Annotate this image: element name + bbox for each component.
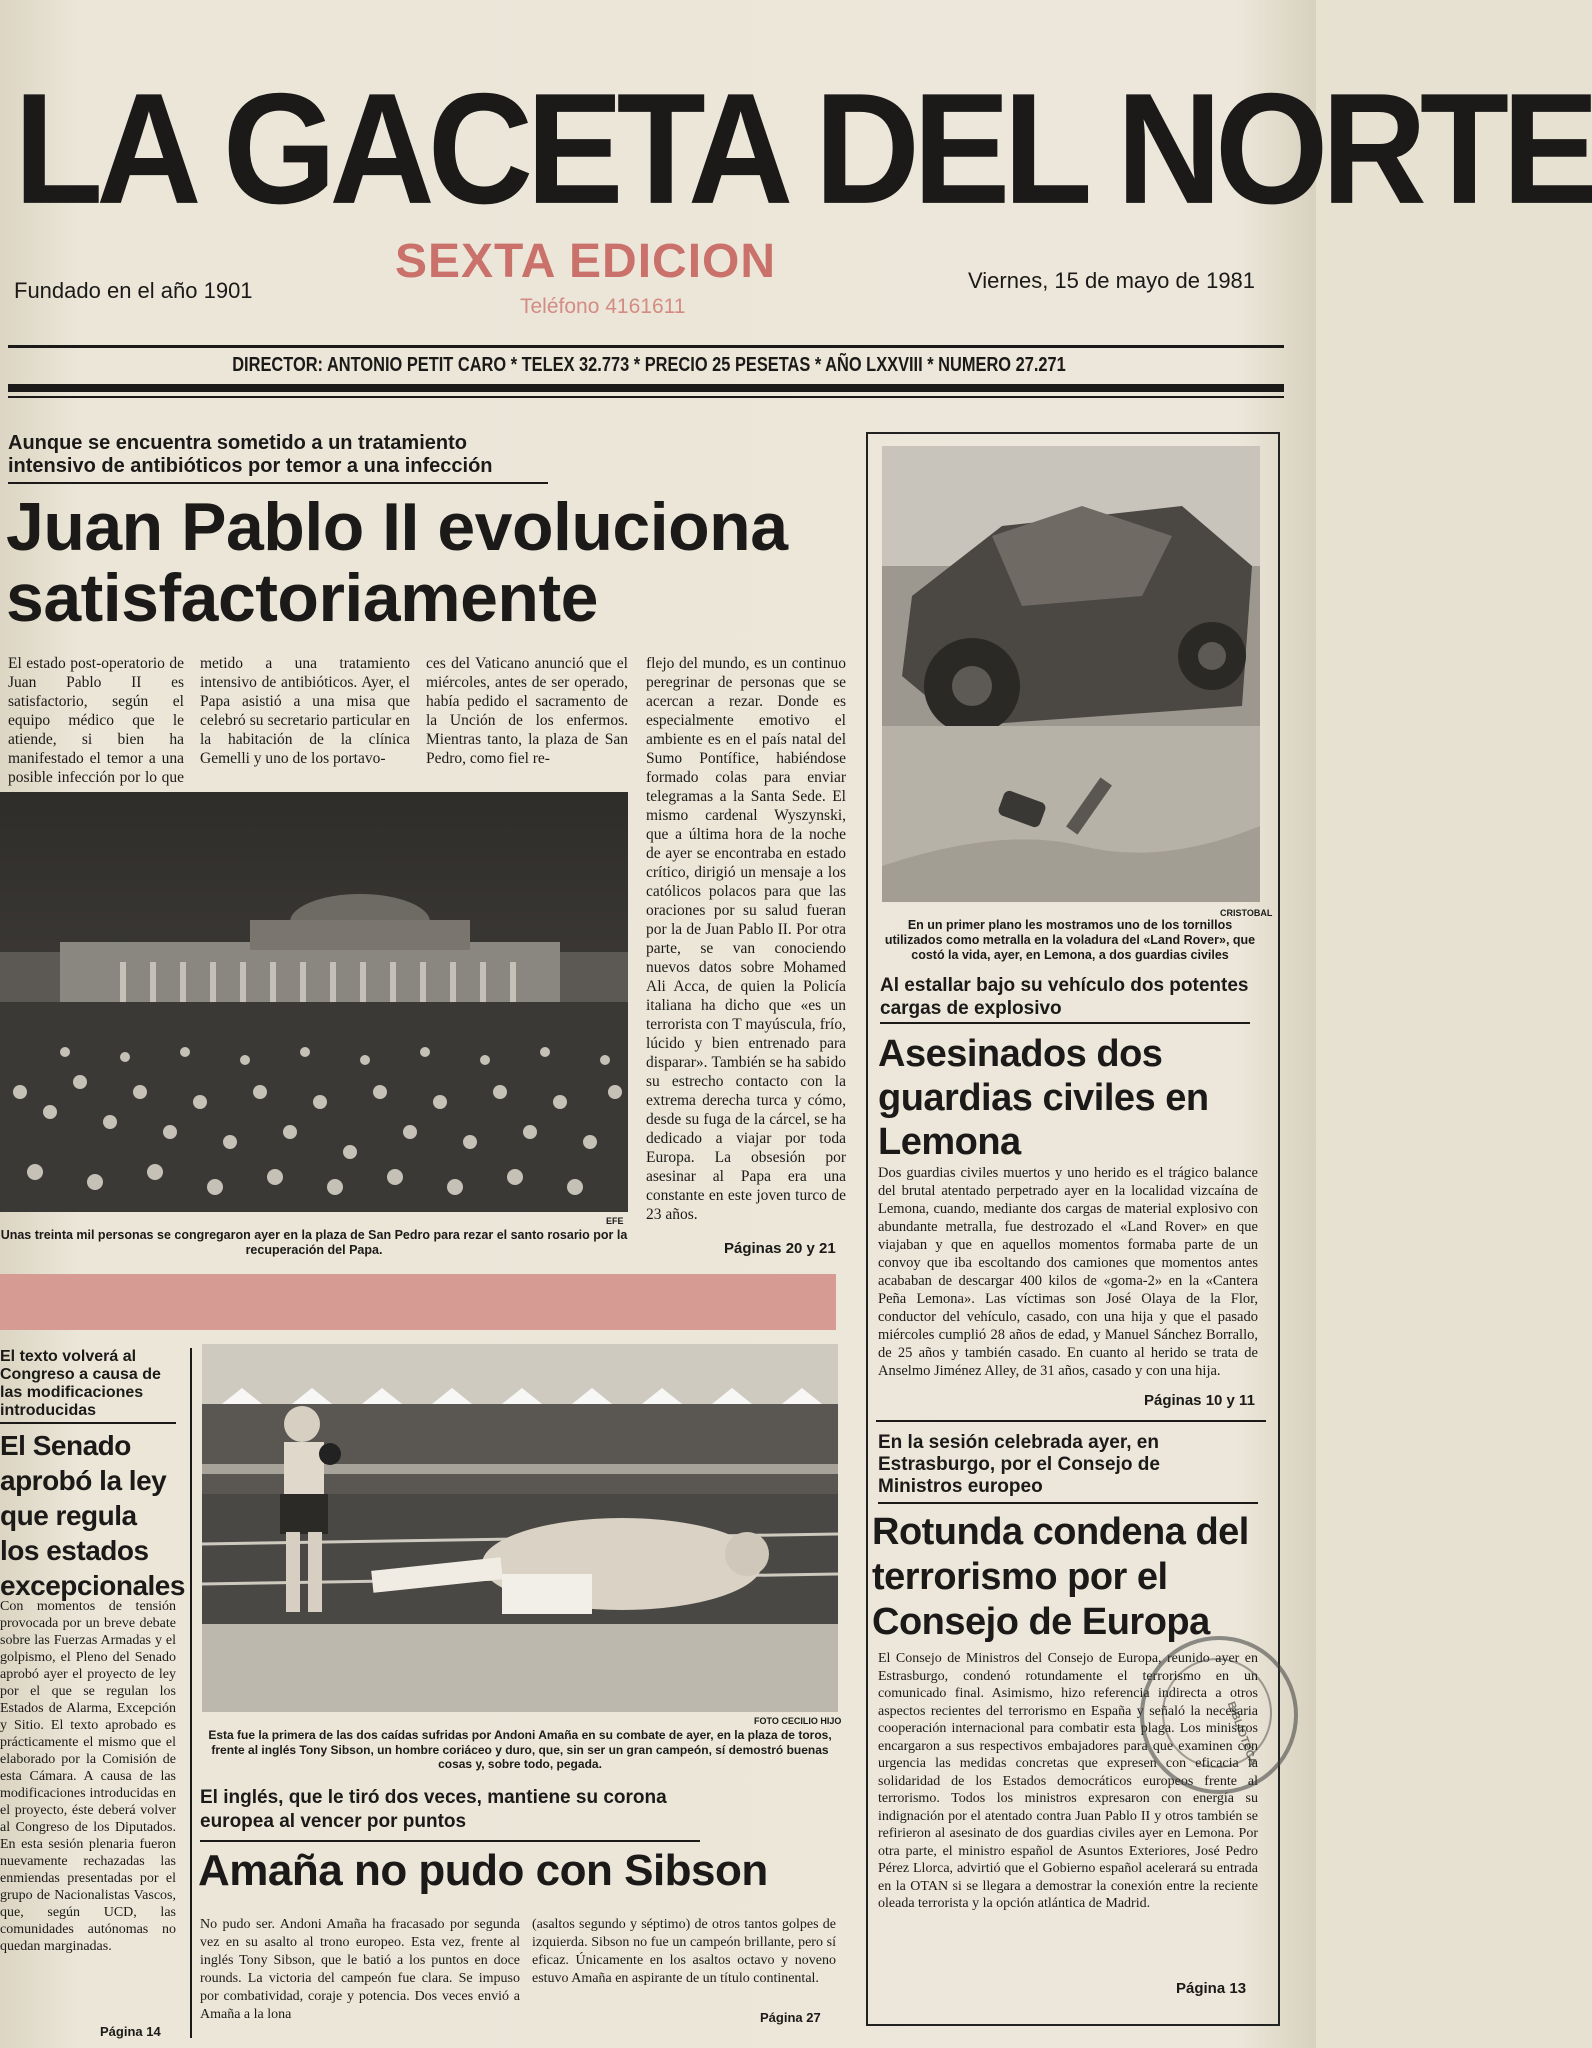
edition-label: SEXTA EDICION [395,235,777,288]
boxing-photo [202,1344,838,1712]
papa-photo [0,792,628,1212]
boxeo-kicker-rule [200,1840,700,1842]
papa-col-4: flejo del mundo, es un continuo peregrinar de personas que se acercan a rezar. Donde es especialmente emotivo el ambiente es en el país natal del Sumo Pontífice, habiéndose formado colas para enviar telegramas a la Santa Sede. El mismo cardenal Wyszynski, que a última hora de la noche de ayer se encontraba en estado crítico, dirigió un mensaje a los católicos polacos para que las oraciones por su salud fueran por la de Juan Pablo II. Por otra parte, se van conociendo nuevos datos sobre Mohamed Ali Acca, de quien la Policía italiana ha dicho que «es un terrorista con T mayúscula, frío, lúcido y bien entrenado para disparar». También se ha sabido su estrecho contacto con la extrema derecha turca y cómo, desde su fuga de la cárcel, se ha dedicado a viajar por toda Europa. La obsesión por asesinar al Papa era una constante en este joven turco de 23 años. [646,655,846,1223]
director-line: DIRECTOR: ANTONIO PETIT CARO * TELEX 32.773 * PRECIO 25 PESETAS * AÑO LXXVIII * NUMERO 27.271 [232,354,1066,376]
europa-body: El Consejo de Ministros del Consejo de Europa, reunido ayer en Estrasburgo, condenó rotundamente el terrorismo en un comunicado final. Asimismo, hizo referencia indirecta a otros aspectos recientes del terrorismo en España y señaló la necesaria cooperación internacional para combatir esta plaga. Los ministros encargaron a sus respectivos embajadores para que examinen con urgencia las medidas concretas que expresen con eficacia la solidaridad de los Estados democráticos europeos frente al terrorismo. Todos los ministros expresaron con energía su indignación por el atentado contra Juan Pablo II y otros también se refirieron al asesinato de dos guardias civiles ayer en Lemona. Por otra parte, el ministro español de Asuntos Exteriores, José Pedro Pérez Llorca, advirtió que el Gobierno español acelerará su entrada en la OTAN si se llegara a demostrar la conexión entre la reciente oleada terrorista y la opción atlántica de Madrid. [878,1651,1258,1911]
senado-kicker-rule [0,1422,176,1424]
papa-col-1: El estado post-operatorio de Juan Pablo II es satisfactorio, según el equipo médico que le atiende, si bien ha manifestado el temor a una posible infección por lo que [8,655,184,786]
masthead-rule-top [8,345,1284,348]
boxeo-pages: Página 27 [760,2010,821,2025]
boxeo-col-1: No pudo ser. Andoni Amaña ha fracasado por segunda vez en su asalto al trono europeo. Esta vez, frente al inglés Tony Sibson, que le batió a los puntos en doce rounds. La victoria del campeón fue clara. Se impuso por combatividad, coraje y potencia. Dos veces envió a Amaña a la lona [200,1917,520,2022]
founded-line: Fundado en el año 1901 [14,278,253,303]
boxeo-kicker: El inglés, que le tiró dos veces, mantiene su corona europea al vencer por puntos [200,1787,667,1832]
st-peters-square-image [0,792,628,1212]
wrecked-land-rover-image [882,446,1260,902]
boxing-photo-credit: FOTO CECILIO HIJO [754,1716,842,1726]
europa-headline: Rotunda condena del terrorismo por el Consejo de Europa [872,1511,1249,1643]
papa-pages: Páginas 20 y 21 [724,1240,836,1257]
phone-number: Teléfono 4161611 [520,295,686,318]
lemona-kicker-rule [880,1022,1250,1024]
library-stamp-text: BIBLIOTECA [1224,1700,1259,1768]
boxing-photo-caption: Esta fue la primera de las dos caídas sufridas por Andoni Amaña en su combate de ayer, en la plaza de toros, frente al inglés Tony Sibson, un hombre coriáceo y duro, que, sin ser un gran campeón, sí demostró buenas cosas y, sobre todo, pegada. [208,1728,832,1771]
color-band [0,1274,836,1330]
papa-photo-caption: Unas treinta mil personas se congregaron ayer en la plaza de San Pedro para rezar el santo rosario por la recuperación del Papa. [0,1228,628,1257]
senado-kicker: El texto volverá al Congreso a causa de las modificaciones introducidas [0,1348,161,1419]
lemona-photo [882,446,1260,902]
papa-photo-credit: EFE [606,1216,624,1226]
lemona-photo-credit: CRISTOBAL [1220,908,1273,918]
lemona-headline: Asesinados dos guardias civiles en Lemona [878,1033,1209,1163]
senado-pages: Página 14 [100,2024,161,2039]
papa-kicker-rule [8,482,548,484]
europa-pages: Página 13 [1176,1980,1247,1997]
boxeo-headline: Amaña no pudo con Sibson [198,1846,768,1895]
papa-kicker: Aunque se encuentra sometido a un tratamiento intensivo de antibióticos por temor a una infección [8,432,493,477]
europa-kicker: En la sesión celebrada ayer, en Estrasburgo, por el Consejo de Ministros europeo [878,1432,1160,1497]
masthead-rule-thin [8,396,1284,398]
europa-kicker-rule [878,1502,1258,1504]
boxing-match-image [202,1344,838,1712]
lemona-kicker: Al estallar bajo su vehículo dos potentes cargas de explosivo [880,975,1249,1019]
papa-headline: Juan Pablo II evoluciona satisfactoriamente [6,489,788,637]
papa-col-3: ces del Vaticano anunció que el miércoles, antes de ser operado, había pedido el sacramento de la Unción de los enfermos. Mientras tanto, la plaza de San Pedro, como fiel re- [426,655,628,767]
lemona-photo-caption: En un primer plano les mostramos uno de los tornillos utilizados como metralla en la voladura del «Land Rover», que costó la vida, ayer, en Lemona, a dos guardias civiles [884,918,1256,962]
masthead-rule-bottom [8,384,1284,392]
senado-body: Con momentos de tensión provocada por un breve debate sobre las Fuerzas Armadas y el golpismo, el Pleno del Senado aprobó ayer el proyecto de ley por el que se regulan los Estados de Alarma, Excepción y Sitio. El texto aprobado es prácticamente el mismo que el elaborado por la Comisión de esta Cámara. A causa de las modificaciones introducidas en el proyecto, éste deberá volver al Congreso de los Diputados. En esta sesión plenaria fueron nuevamente rechazadas las enmiendas presentadas por el grupo de Nacionalistas Vascos, que, según UCD, las comunidades autónomas no quedan marginadas. [0,1599,176,1954]
senado-headline: El Senado aprobó la ley que regula los estados excepcionales [0,1430,185,1601]
library-stamp-inner [1162,1658,1272,1768]
masthead-title: LA GACETA DEL NORTE [14,60,1592,237]
boxeo-col-2: (asaltos segundo y séptimo) de otros tantos golpes de izquierda. Sibson no fue un campeón brillante, pero sí eficaz. Únicamente en los asaltos octavo y noveno estuvo Amaña en aspirante de un título continental. [532,1917,836,1986]
europa-divider [876,1420,1266,1422]
issue-date: Viernes, 15 de mayo de 1981 [968,268,1256,293]
lemona-body: Dos guardias civiles muertos y uno herido es el trágico balance del brutal atentado perpetrado ayer en la localidad vizcaína de Lemona, cuando, mediante dos cargas de material explosivo con abundante metralla, fue destrozado el «Land Rover» en que viajaban y que en aquellos momentos formaba parte de un convoy que iba escoltando dos camiones que momentos antes acababan de descargar 400 kilos de «goma-2» en la «Cantera Peña Lemona». Las víctimas son José Olaya de la Flor, conductor del vehículo, casado, con una hija y que el pasado miércoles cumplió 28 años de edad, y Manuel Sánchez Borrallo, de 25 años y también casado. En cuanto al herido se trata de Anselmo Jiménez Alley, de 31 años, casado y con una hija. [878,1165,1258,1379]
senado-column-divider [190,1348,192,2038]
papa-col-2: metido a una tratamiento intensivo de antibióticos. Ayer, el Papa asistió a una misa que celebró su secretario particular en la habitación de la clínica Gemelli y uno de los portavo- [200,655,410,767]
lemona-pages: Páginas 10 y 11 [1144,1392,1255,1409]
